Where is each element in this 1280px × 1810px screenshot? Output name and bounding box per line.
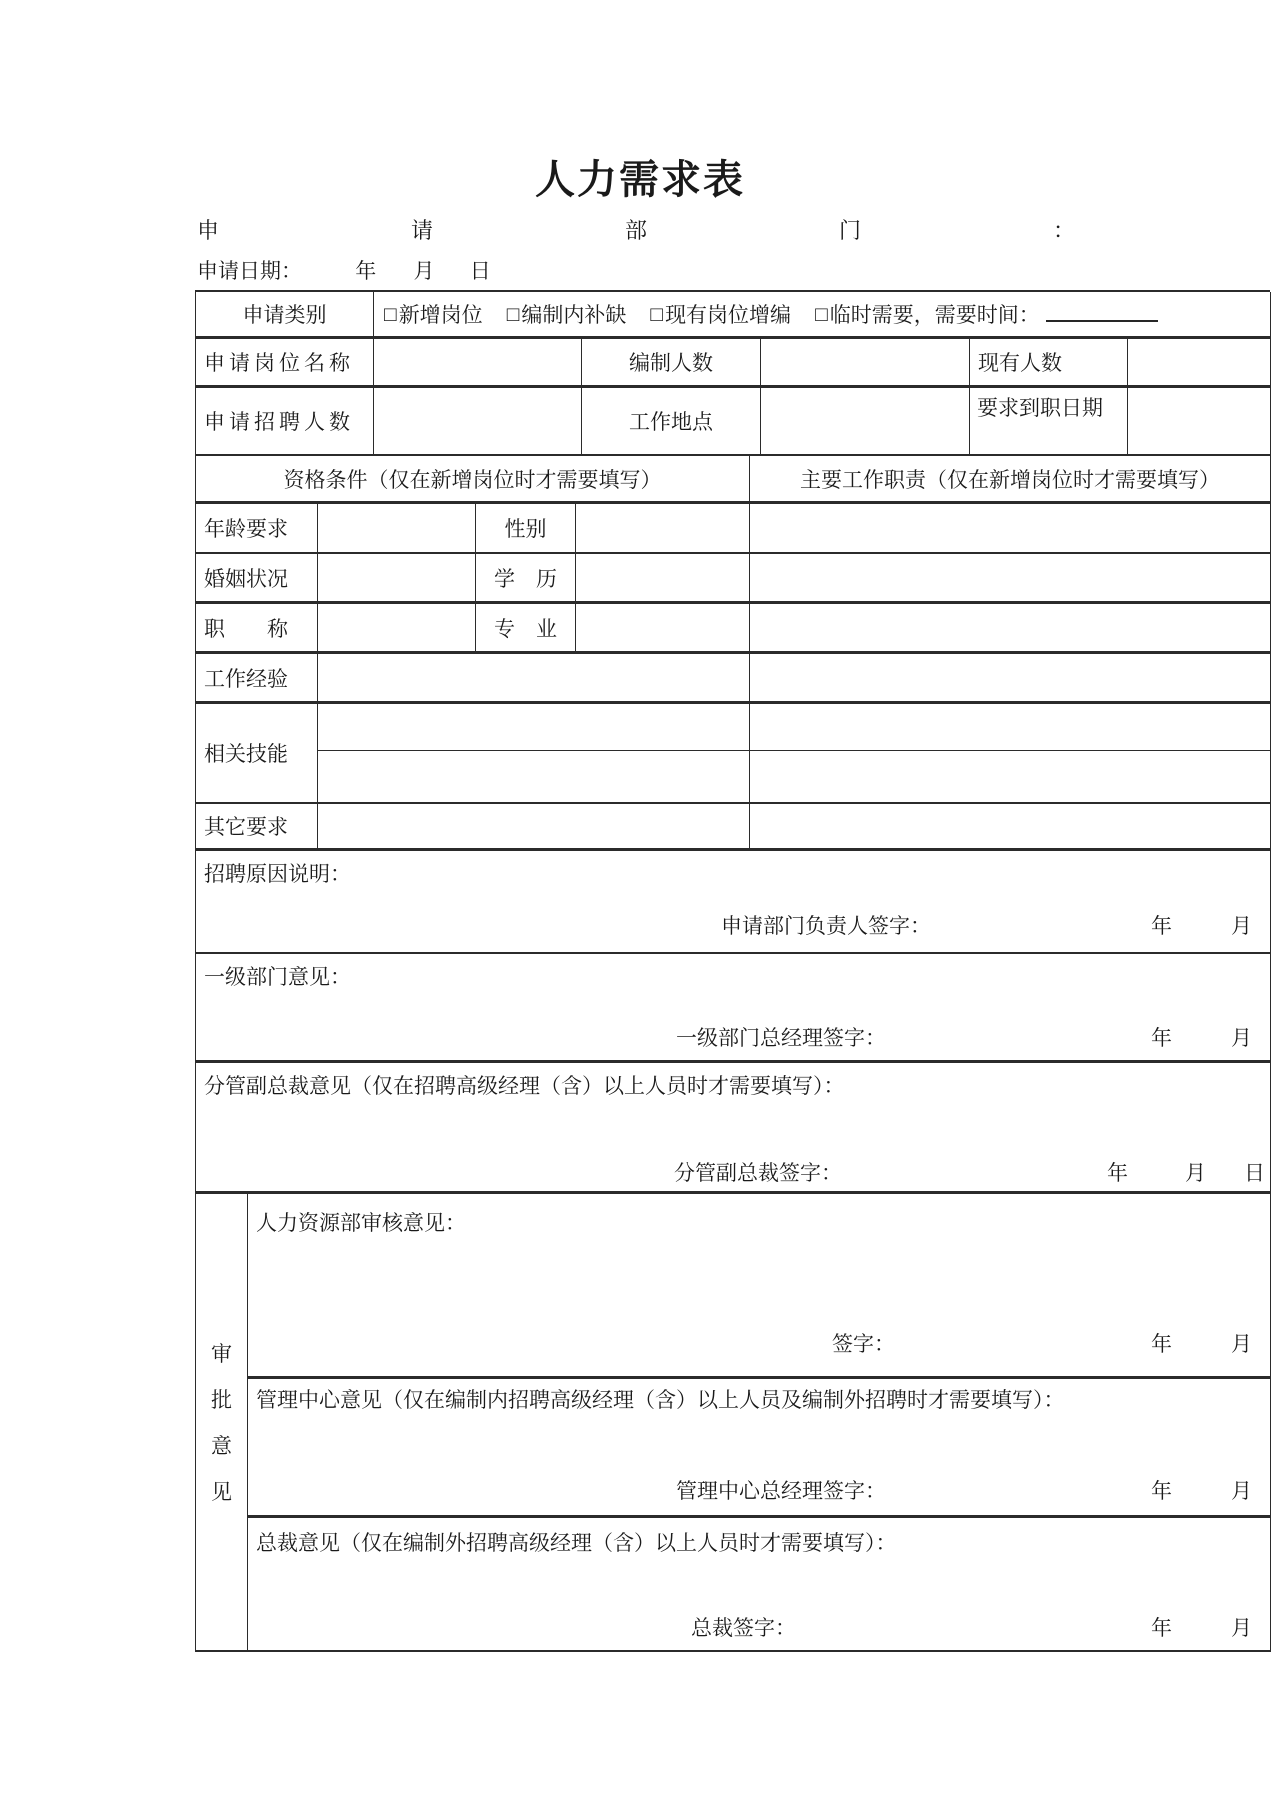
page-title: 人力需求表 bbox=[535, 157, 745, 202]
experience-label: 工作经验 bbox=[196, 654, 318, 704]
vp-title: 分管副总裁意见（仅在招聘高级经理（含）以上人员时才需要填写）： bbox=[204, 1074, 845, 1098]
duty-input-cell-1[interactable] bbox=[750, 504, 1271, 554]
department-line bbox=[197, 218, 1075, 244]
reason-month: 月 bbox=[1231, 914, 1252, 938]
dept-char: 申 bbox=[197, 218, 220, 243]
major-label: 专 业 bbox=[476, 604, 576, 654]
dept1-sign-label: 一级部门总经理签字： bbox=[676, 1026, 886, 1050]
approval-char: 意 bbox=[211, 1434, 232, 1458]
checkbox-option-temporary-need[interactable] bbox=[815, 299, 1158, 329]
dept1-month: 月 bbox=[1231, 1026, 1252, 1050]
current-count-label: 现有人数 bbox=[970, 339, 1128, 388]
duty-header: 主要工作职责（仅在新增岗位时才需要填写） bbox=[750, 456, 1271, 504]
dept-char: 部 bbox=[624, 218, 647, 243]
checkbox-icon[interactable]: □ bbox=[650, 301, 664, 326]
duty-input-cell-6[interactable] bbox=[750, 751, 1271, 804]
hr-month: 月 bbox=[1231, 1332, 1252, 1356]
dept-colon: ： bbox=[1052, 218, 1075, 243]
ceo-month: 月 bbox=[1231, 1616, 1252, 1640]
age-input-cell[interactable] bbox=[318, 504, 476, 554]
start-date-input-cell[interactable] bbox=[1128, 388, 1271, 456]
dept1-section[interactable] bbox=[196, 954, 1271, 1063]
position-name-label: 申请岗位名称 bbox=[196, 339, 374, 388]
duty-input-cell-4[interactable] bbox=[750, 654, 1271, 704]
ceo-title: 总裁意见（仅在编制外招聘高级经理（含）以上人员时才需要填写）： bbox=[256, 1531, 897, 1555]
dept1-title: 一级部门意见： bbox=[204, 965, 351, 989]
gender-label: 性别 bbox=[476, 504, 576, 554]
start-date-label-cell bbox=[970, 388, 1128, 456]
approval-char: 批 bbox=[211, 1388, 232, 1412]
checkbox-icon[interactable]: □ bbox=[815, 301, 828, 326]
education-input-cell[interactable] bbox=[576, 554, 750, 604]
skills-input-cell-2[interactable] bbox=[318, 751, 750, 804]
hr-review-title: 人力资源部审核意见： bbox=[256, 1211, 466, 1235]
duty-input-cell-3[interactable] bbox=[750, 604, 1271, 654]
option-label: 编制内补缺 bbox=[521, 303, 627, 327]
hr-review-section[interactable] bbox=[248, 1194, 1271, 1379]
approval-char: 见 bbox=[211, 1480, 232, 1504]
mgmt-year: 年 bbox=[1151, 1479, 1172, 1503]
work-location-input-cell[interactable] bbox=[761, 388, 970, 456]
experience-input-cell[interactable] bbox=[318, 654, 750, 704]
checkbox-icon[interactable]: □ bbox=[506, 301, 520, 326]
time-underline[interactable] bbox=[1046, 306, 1158, 322]
position-name-input-cell[interactable] bbox=[374, 339, 582, 388]
application-date-line bbox=[197, 258, 1280, 284]
reason-sign-label: 申请部门负责人签字： bbox=[721, 914, 931, 938]
other-input-cell[interactable] bbox=[318, 804, 750, 851]
date-label: 申请日期： bbox=[197, 259, 302, 283]
current-count-input-cell[interactable] bbox=[1128, 339, 1271, 388]
vp-month: 月 bbox=[1185, 1161, 1206, 1185]
job-title-input-cell[interactable] bbox=[318, 604, 476, 654]
duty-input-cell-7[interactable] bbox=[750, 804, 1271, 851]
vp-day: 日 bbox=[1244, 1161, 1265, 1185]
date-month: 月 bbox=[413, 259, 435, 283]
option-label: 临时需要，需要时间： bbox=[829, 303, 1040, 327]
mgmt-center-section[interactable] bbox=[248, 1379, 1271, 1518]
ceo-year: 年 bbox=[1151, 1616, 1172, 1640]
vp-sign-label: 分管副总裁签字： bbox=[674, 1161, 842, 1185]
skills-label: 相关技能 bbox=[196, 704, 318, 804]
date-day: 日 bbox=[469, 259, 491, 283]
skills-input-cell-1[interactable] bbox=[318, 704, 750, 751]
work-location-label: 工作地点 bbox=[582, 388, 761, 456]
dept1-year: 年 bbox=[1151, 1026, 1172, 1050]
marital-label: 婚姻状况 bbox=[196, 554, 318, 604]
approval-section-label bbox=[196, 1194, 248, 1652]
duty-input-cell-5[interactable] bbox=[750, 704, 1271, 751]
checkbox-icon[interactable]: □ bbox=[384, 301, 397, 326]
category-label: 申请类别 bbox=[196, 292, 374, 339]
duty-input-cell-2[interactable] bbox=[750, 554, 1271, 604]
qualification-header: 资格条件（仅在新增岗位时才需要填写） bbox=[196, 456, 750, 504]
reason-year: 年 bbox=[1151, 914, 1172, 938]
major-input-cell[interactable] bbox=[576, 604, 750, 654]
hr-year: 年 bbox=[1151, 1332, 1172, 1356]
reason-section[interactable] bbox=[196, 851, 1271, 954]
category-options-cell bbox=[374, 292, 1271, 339]
vp-section[interactable] bbox=[196, 1063, 1271, 1194]
option-label: 现有岗位增编 bbox=[665, 303, 792, 327]
vp-year: 年 bbox=[1107, 1161, 1128, 1185]
dept-char: 请 bbox=[410, 218, 433, 243]
recruit-count-label: 申请招聘人数 bbox=[196, 388, 374, 456]
age-label: 年龄要求 bbox=[196, 504, 318, 554]
mgmt-sign-label: 管理中心总经理签字： bbox=[676, 1479, 886, 1503]
recruit-count-input-cell[interactable] bbox=[374, 388, 582, 456]
checkbox-option-fill-vacancy[interactable] bbox=[507, 299, 627, 329]
job-title-label: 职 称 bbox=[196, 604, 318, 654]
marital-input-cell[interactable] bbox=[318, 554, 476, 604]
headcount-label: 编制人数 bbox=[582, 339, 761, 388]
education-label: 学 历 bbox=[476, 554, 576, 604]
reason-title: 招聘原因说明： bbox=[204, 862, 351, 886]
other-label: 其它要求 bbox=[196, 804, 318, 851]
start-date-label: 要求到职日期 bbox=[977, 396, 1103, 420]
gender-input-cell[interactable] bbox=[576, 504, 750, 554]
headcount-input-cell[interactable] bbox=[761, 339, 970, 388]
option-label: 新增岗位 bbox=[398, 303, 483, 327]
hr-request-form-table bbox=[195, 290, 1270, 1652]
checkbox-option-expand-position[interactable] bbox=[650, 299, 791, 329]
mgmt-month: 月 bbox=[1231, 1479, 1252, 1503]
hr-sign-label: 签字： bbox=[832, 1332, 895, 1356]
checkbox-option-new-position[interactable] bbox=[384, 299, 483, 329]
mgmt-title: 管理中心意见（仅在编制内招聘高级经理（含）以上人员及编制外招聘时才需要填写）： bbox=[256, 1388, 1065, 1412]
ceo-sign-label: 总裁签字： bbox=[691, 1616, 796, 1640]
date-year: 年 bbox=[355, 259, 377, 283]
dept-char: 门 bbox=[838, 218, 861, 243]
approval-char: 审 bbox=[211, 1342, 232, 1366]
ceo-section[interactable] bbox=[248, 1518, 1271, 1652]
